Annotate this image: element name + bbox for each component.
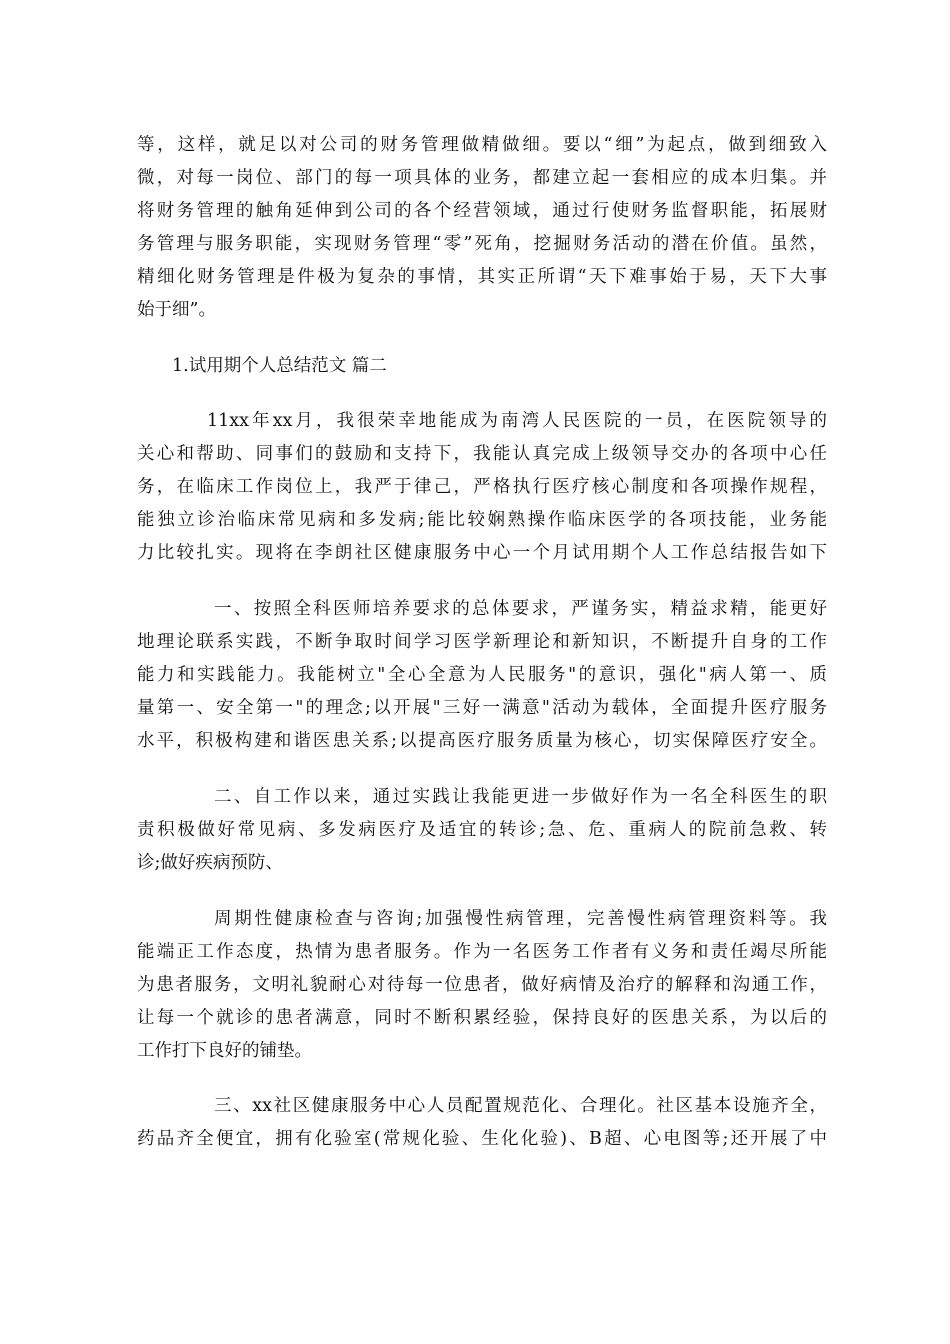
text-line: 周期性健康检查与咨询;加强慢性病管理，完善慢性病管理资料等。我 <box>214 909 827 929</box>
paragraph-health-check <box>137 903 827 1068</box>
text-line: 水平，积极构建和谐医患关系;以提高医疗服务质量为核心，切实保障医疗安全。 <box>137 731 827 751</box>
text-line: 工作打下良好的铺垫。 <box>137 1041 312 1061</box>
text-line: 能独立诊治临床常见病和多发病;能比较娴熟操作临床医学的各项技能，业务能 <box>137 510 827 530</box>
text-line: 关心和帮助、同事们的鼓励和支持下，我能认真完成上级领导交办的各项中心任 <box>137 444 827 464</box>
paragraph-financial-management <box>137 129 827 327</box>
heading-text: 1.试用期个人总结范文 篇二 <box>172 356 387 376</box>
text-line: 始于细”。 <box>137 300 216 320</box>
text-line: 一、按照全科医师培养要求的总体要求，严谨务实，精益求精，能更好 <box>214 599 827 619</box>
text-line: 等，这样，就足以对公司的财务管理做精做细。要以“细”为起点，做到细致入 <box>137 135 827 155</box>
text-line: 诊;做好疾病预防、 <box>137 853 283 873</box>
text-line: 量第一、安全第一"的理念;以开展"三好一满意"活动为载体，全面提升医疗服务 <box>137 698 827 718</box>
paragraph-point-two <box>137 781 827 880</box>
text-line: 能端正工作态度，热情为患者服务。作为一名医务工作者有义务和责任竭尽所能 <box>137 942 827 962</box>
paragraph-point-one <box>137 593 827 758</box>
text-line: 将财务管理的触角延伸到公司的各个经营领域，通过行使财务监督职能，拓展财 <box>137 201 827 221</box>
paragraph-intro <box>137 405 827 570</box>
text-line: 三、xx社区健康服务中心人员配置规范化、合理化。社区基本设施齐全， <box>214 1096 827 1116</box>
text-line: 能力和实践能力。我能树立"全心全意为人民服务"的意识，强化"病人第一、质 <box>137 665 827 685</box>
text-line: 务，在临床工作岗位上，我严于律己，严格执行医疗核心制度和各项操作规程， <box>137 477 827 497</box>
text-line: 让每一个就诊的患者满意，同时不断积累经验，保持良好的医患关系，为以后的 <box>137 1008 827 1028</box>
text-line: 药品齐全便宜，拥有化验室(常规化验、生化化验)、B超、心电图等;还开展了中 <box>137 1129 827 1149</box>
text-line: 11xx年xx月，我很荣幸地能成为南湾人民医院的一员，在医院领导的 <box>207 411 827 431</box>
paragraph-point-three <box>137 1090 827 1156</box>
text-line: 二、自工作以来，通过实践让我能更进一步做好作为一名全科医生的职 <box>214 787 827 807</box>
text-line: 务管理与服务职能，实现财务管理“零”死角，挖掘财务活动的潜在价值。虽然， <box>137 234 827 254</box>
text-line: 精细化财务管理是件极为复杂的事情，其实正所谓“天下难事始于易，天下大事 <box>137 267 827 287</box>
text-line: 微，对每一岗位、部门的每一项具体的业务，都建立起一套相应的成本归集。并 <box>137 168 827 188</box>
text-line: 地理论联系实践，不断争取时间学习医学新理论和新知识，不断提升自身的工作 <box>137 632 827 652</box>
section-heading <box>172 350 862 383</box>
text-line: 力比较扎实。现将在李朗社区健康服务中心一个月试用期个人工作总结报告如下 <box>137 543 827 563</box>
text-line: 为患者服务，文明礼貌耐心对待每一位患者，做好病情及治疗的解释和沟通工作， <box>137 975 827 995</box>
text-line: 责积极做好常见病、多发病医疗及适宜的转诊;急、危、重病人的院前急救、转 <box>137 820 827 840</box>
